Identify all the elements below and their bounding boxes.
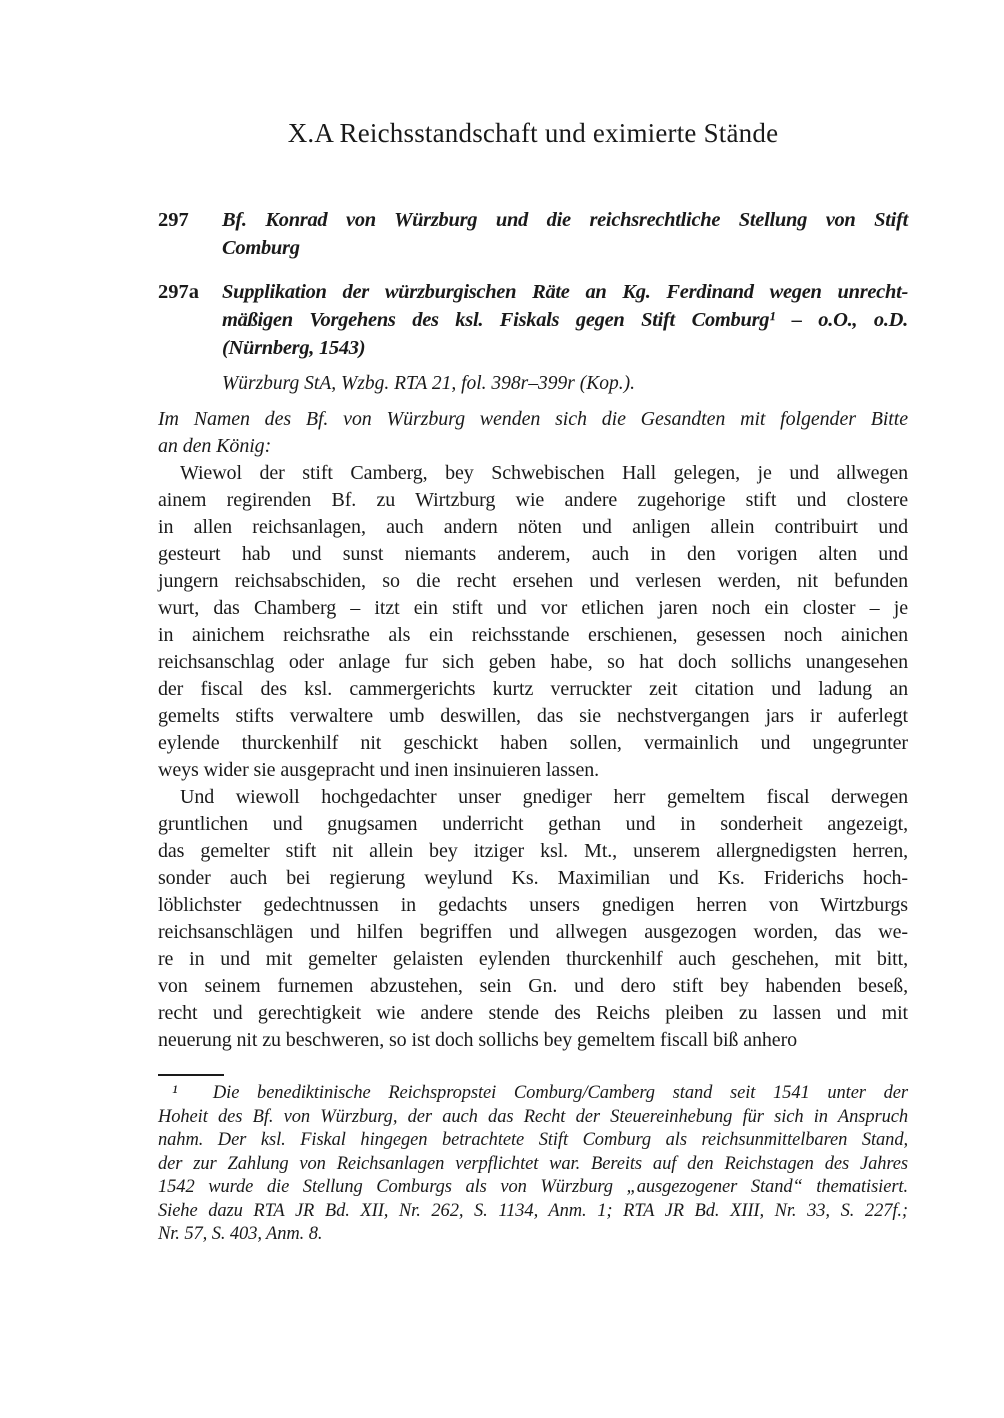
entry-number: 297 <box>158 209 189 231</box>
text-line: (Nürnberg, 1543) <box>222 337 366 359</box>
text-line: ¹ Die benediktinische Reichspropstei Comburg/Camberg stand seit 1541 unter der <box>172 1083 908 1103</box>
entry-297 <box>158 206 908 262</box>
text-line: Comburg <box>222 237 300 259</box>
footnote-1 <box>158 1082 908 1247</box>
text-line: sonder auch bei regierung weylund Ks. Maximilian und Ks. Friderichs hoch- <box>158 867 908 889</box>
text-line: re in und mit gemelter gelaisten eylenden thurckenhilf auch geschehen, mit bitt, <box>158 948 908 970</box>
text-line: 1542 wurde die Stellung Comburgs als von Würzburg „ausgezogener Stand“ thematisiert. <box>158 1177 908 1197</box>
text-line: in allen reichsanlagen, auch andern nöten und anligen allein contribuirt und <box>158 516 908 538</box>
body-paragraph-1 <box>158 460 908 784</box>
text-line: Bf. Konrad von Würzburg und die reichsrechtliche Stellung von Stift <box>222 209 908 231</box>
section-title: X.A Reichsstandschaft und eximierte Stände <box>287 118 779 148</box>
editorial-intro <box>158 406 908 460</box>
entry-297a <box>158 278 908 362</box>
text-line: von seinem furnemen abzustehen, sein Gn. und dero stift bey habenden beseß, <box>158 975 908 997</box>
text-line: der zur Zahlung von Reichsanlagen verpflichtet war. Bereits auf den Reichstagen des Jahres <box>158 1153 908 1174</box>
text-line: an den König: <box>158 435 272 457</box>
text-line: der fiscal des ksl. cammergerichts kurtz verruckter zeit citation und ladung an <box>158 678 908 700</box>
text-line: nahm. Der ksl. Fiskal hingegen betrachtete Stift Comburg als reichsunmittelbaren Stand, <box>158 1130 908 1150</box>
text-line: gruntlichen und gnugsamen underricht gethan und in sonderheit angezeigt, <box>158 813 908 835</box>
text-line: Und wiewoll hochgedachter unser gnediger herr gemeltem fiscal derwegen <box>180 786 908 808</box>
text-line: Im Namen des Bf. von Würzburg wenden sich die Gesandten mit folgender Bitte <box>158 408 908 430</box>
text-line: löblichster gedechtnussen in gedachts unsers gnedigen herren von Wirtzburgs <box>158 894 908 916</box>
text-line: ainem regirenden Bf. zu Wirtzburg wie andere zugehorige stift und clostere <box>158 489 908 511</box>
text-line: Supplikation der würzburgischen Räte an Kg. Ferdinand wegen unrecht- <box>222 281 908 303</box>
entry-title <box>222 206 908 262</box>
body-paragraph-2 <box>158 784 908 1054</box>
text-line: recht und gerechtigkeit wie andere stende des Reichs pleiben zu lassen und mit <box>158 1002 908 1024</box>
text-line: reichsanschlägen und hilfen begriffen und allwegen ausgezogen worden, das we- <box>158 921 908 943</box>
text-line: Wiewol der stift Camberg, bey Schwebischen Hall gelegen, je und allwegen <box>180 462 908 484</box>
archival-source-line: Würzburg StA, Wzbg. RTA 21, fol. 398r–399r (Kop.). <box>222 373 635 394</box>
text-line: gesteurt hab und sunst niemants anderem, auch in den vorigen alten und <box>158 543 908 565</box>
text-column <box>158 0 908 1418</box>
text-line: gemelts stifts verwaltere umb deswillen, das sie nechstvergangen jars ir auferlegt <box>158 705 908 727</box>
text-line: wurt, das Chamberg – itzt ein stift und vor etlichen jaren noch ein closter – je <box>158 597 908 619</box>
text-line: mäßigen Vorgehens des ksl. Fiskals gegen Stift Comburg¹ – o.O., o.D. <box>222 309 908 331</box>
text-line: Siehe dazu RTA JR Bd. XII, Nr. 262, S. 1134, Anm. 1; RTA JR Bd. XIII, Nr. 33, S. 227f.; <box>158 1200 908 1221</box>
text-line: reichsanschlag oder anlage fur sich geben habe, so hat doch sollichs unangesehen <box>158 651 908 673</box>
text-line: in ainichem reichsrathe als ein reichsstande erschienen, gesessen noch ainichen <box>158 624 908 646</box>
text-line: das gemelter stift nit allein bey itziger ksl. Mt., unserem allergnedigsten herren, <box>158 840 908 862</box>
text-line: Hoheit des Bf. von Würzburg, der auch das Recht der Steuereinhebung für sich in Anspruch <box>158 1106 908 1127</box>
text-line: eylende thurckenhilf nit geschickt haben sollen, vermainlich und ungegrunter <box>158 732 908 754</box>
entry-number: 297a <box>158 281 199 303</box>
text-line: neuerung nit zu beschweren, so ist doch sollichs bey gemeltem fiscall biß anhero <box>158 1029 798 1051</box>
text-line: Nr. 57, S. 403, Anm. 8. <box>158 1224 323 1244</box>
text-line: weys wider sie ausgepracht und inen insinuieren lassen. <box>158 759 600 781</box>
entry-title <box>222 278 908 362</box>
text-line: jungern reichsabschiden, so die recht ersehen und verlesen werden, nit befunden <box>158 570 908 592</box>
footnote-separator <box>158 1074 224 1076</box>
